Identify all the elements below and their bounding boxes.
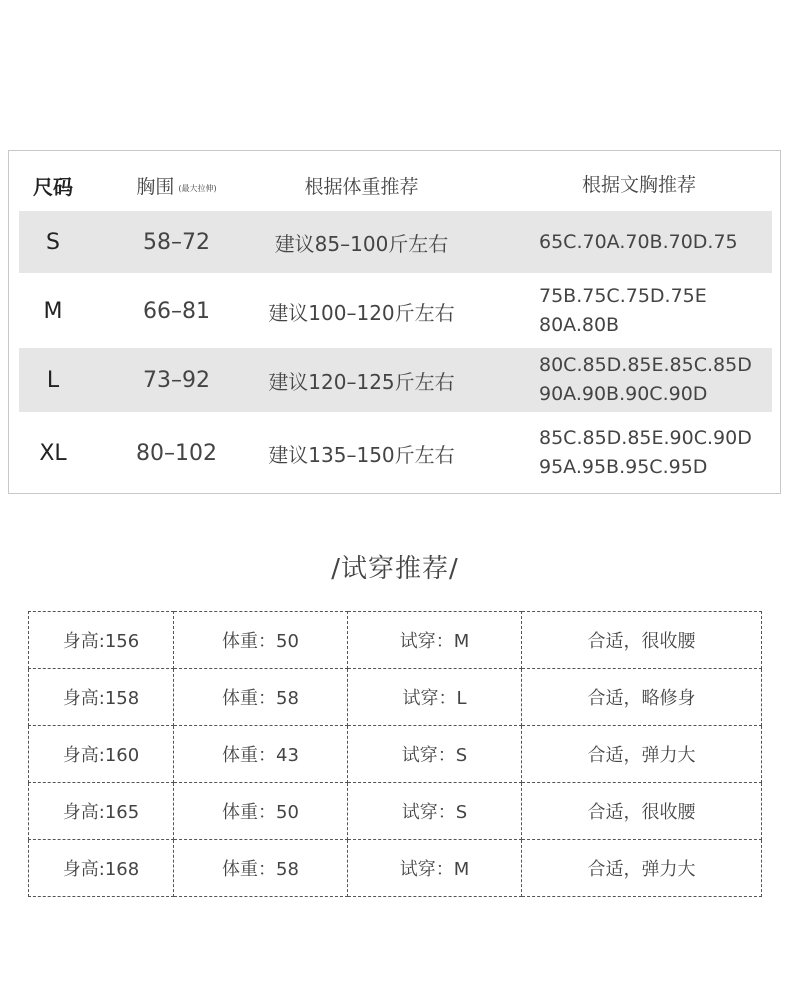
- size-cell: 试穿：S: [348, 726, 522, 783]
- height-cell: 身高:156: [29, 612, 174, 669]
- bust-range: 58–72: [143, 229, 210, 255]
- cup-line: 75B.75C.75D.75E: [539, 285, 707, 307]
- size-row: [19, 275, 772, 347]
- size-label: M: [43, 298, 63, 324]
- try-on-table: [28, 611, 762, 897]
- weight-cell: 体重：50: [174, 612, 348, 669]
- comment-cell: 合适，很收腰: [522, 783, 762, 840]
- table-row: [29, 669, 762, 726]
- weight-advice: 建议135–150斤左右: [268, 442, 455, 467]
- size-cell: 试穿：S: [348, 783, 522, 840]
- bust-range: 73–92: [143, 367, 210, 393]
- weight-advice: 建议85–100斤左右: [274, 231, 449, 256]
- size-cell: 试穿：M: [348, 612, 522, 669]
- bust-range: 66–81: [143, 298, 210, 324]
- header-bust-label: 胸围: [136, 175, 175, 198]
- size-cell: 试穿：L: [348, 669, 522, 726]
- weight-cell: 体重：58: [174, 669, 348, 726]
- cup-line: 80A.80B: [539, 314, 620, 336]
- header-cup: 根据文胸推荐: [581, 173, 696, 196]
- cup-line: 90A.90B.90C.90D: [539, 383, 708, 405]
- cup-line: 80C.85D.85E.85C.85D: [539, 354, 752, 376]
- try-on-title: /试穿推荐/: [331, 554, 459, 584]
- cup-advice: [539, 275, 779, 347]
- comment-cell: 合适，弹力大: [522, 726, 762, 783]
- weight-advice: 建议120–125斤左右: [268, 369, 455, 394]
- table-row: [29, 840, 762, 897]
- header-bust-note: (最大拉伸): [178, 183, 217, 193]
- size-row: [19, 348, 772, 412]
- cup-line: 95A.95B.95C.95D: [539, 456, 708, 478]
- size-chart-header: [19, 159, 772, 211]
- comment-cell: 合适，很收腰: [522, 612, 762, 669]
- size-chart: [8, 150, 781, 494]
- weight-cell: 体重：43: [174, 726, 348, 783]
- cup-line: 65C.70A.70B.70D.75: [539, 230, 738, 253]
- table-row: [29, 726, 762, 783]
- height-cell: 身高:160: [29, 726, 174, 783]
- header-weight: 根据体重推荐: [304, 175, 419, 198]
- height-cell: 身高:165: [29, 783, 174, 840]
- size-label: L: [46, 367, 60, 393]
- cup-advice: [539, 211, 779, 273]
- size-row: [19, 211, 772, 273]
- comment-cell: 合适，弹力大: [522, 840, 762, 897]
- size-row: [19, 417, 772, 489]
- cup-advice: [539, 348, 779, 412]
- weight-advice: 建议100–120斤左右: [268, 300, 455, 325]
- comment-cell: 合适，略修身: [522, 669, 762, 726]
- weight-cell: 体重：58: [174, 840, 348, 897]
- table-row: [29, 783, 762, 840]
- cup-advice: [539, 417, 779, 489]
- header-size: 尺码: [33, 174, 73, 199]
- header-bust: [114, 159, 239, 211]
- size-label: S: [46, 229, 60, 255]
- size-label: XL: [39, 440, 67, 466]
- size-cell: 试穿：M: [348, 840, 522, 897]
- bust-range: 80–102: [136, 440, 217, 466]
- height-cell: 身高:158: [29, 669, 174, 726]
- table-row: [29, 612, 762, 669]
- weight-cell: 体重：50: [174, 783, 348, 840]
- height-cell: 身高:168: [29, 840, 174, 897]
- cup-line: 85C.85D.85E.90C.90D: [539, 427, 752, 449]
